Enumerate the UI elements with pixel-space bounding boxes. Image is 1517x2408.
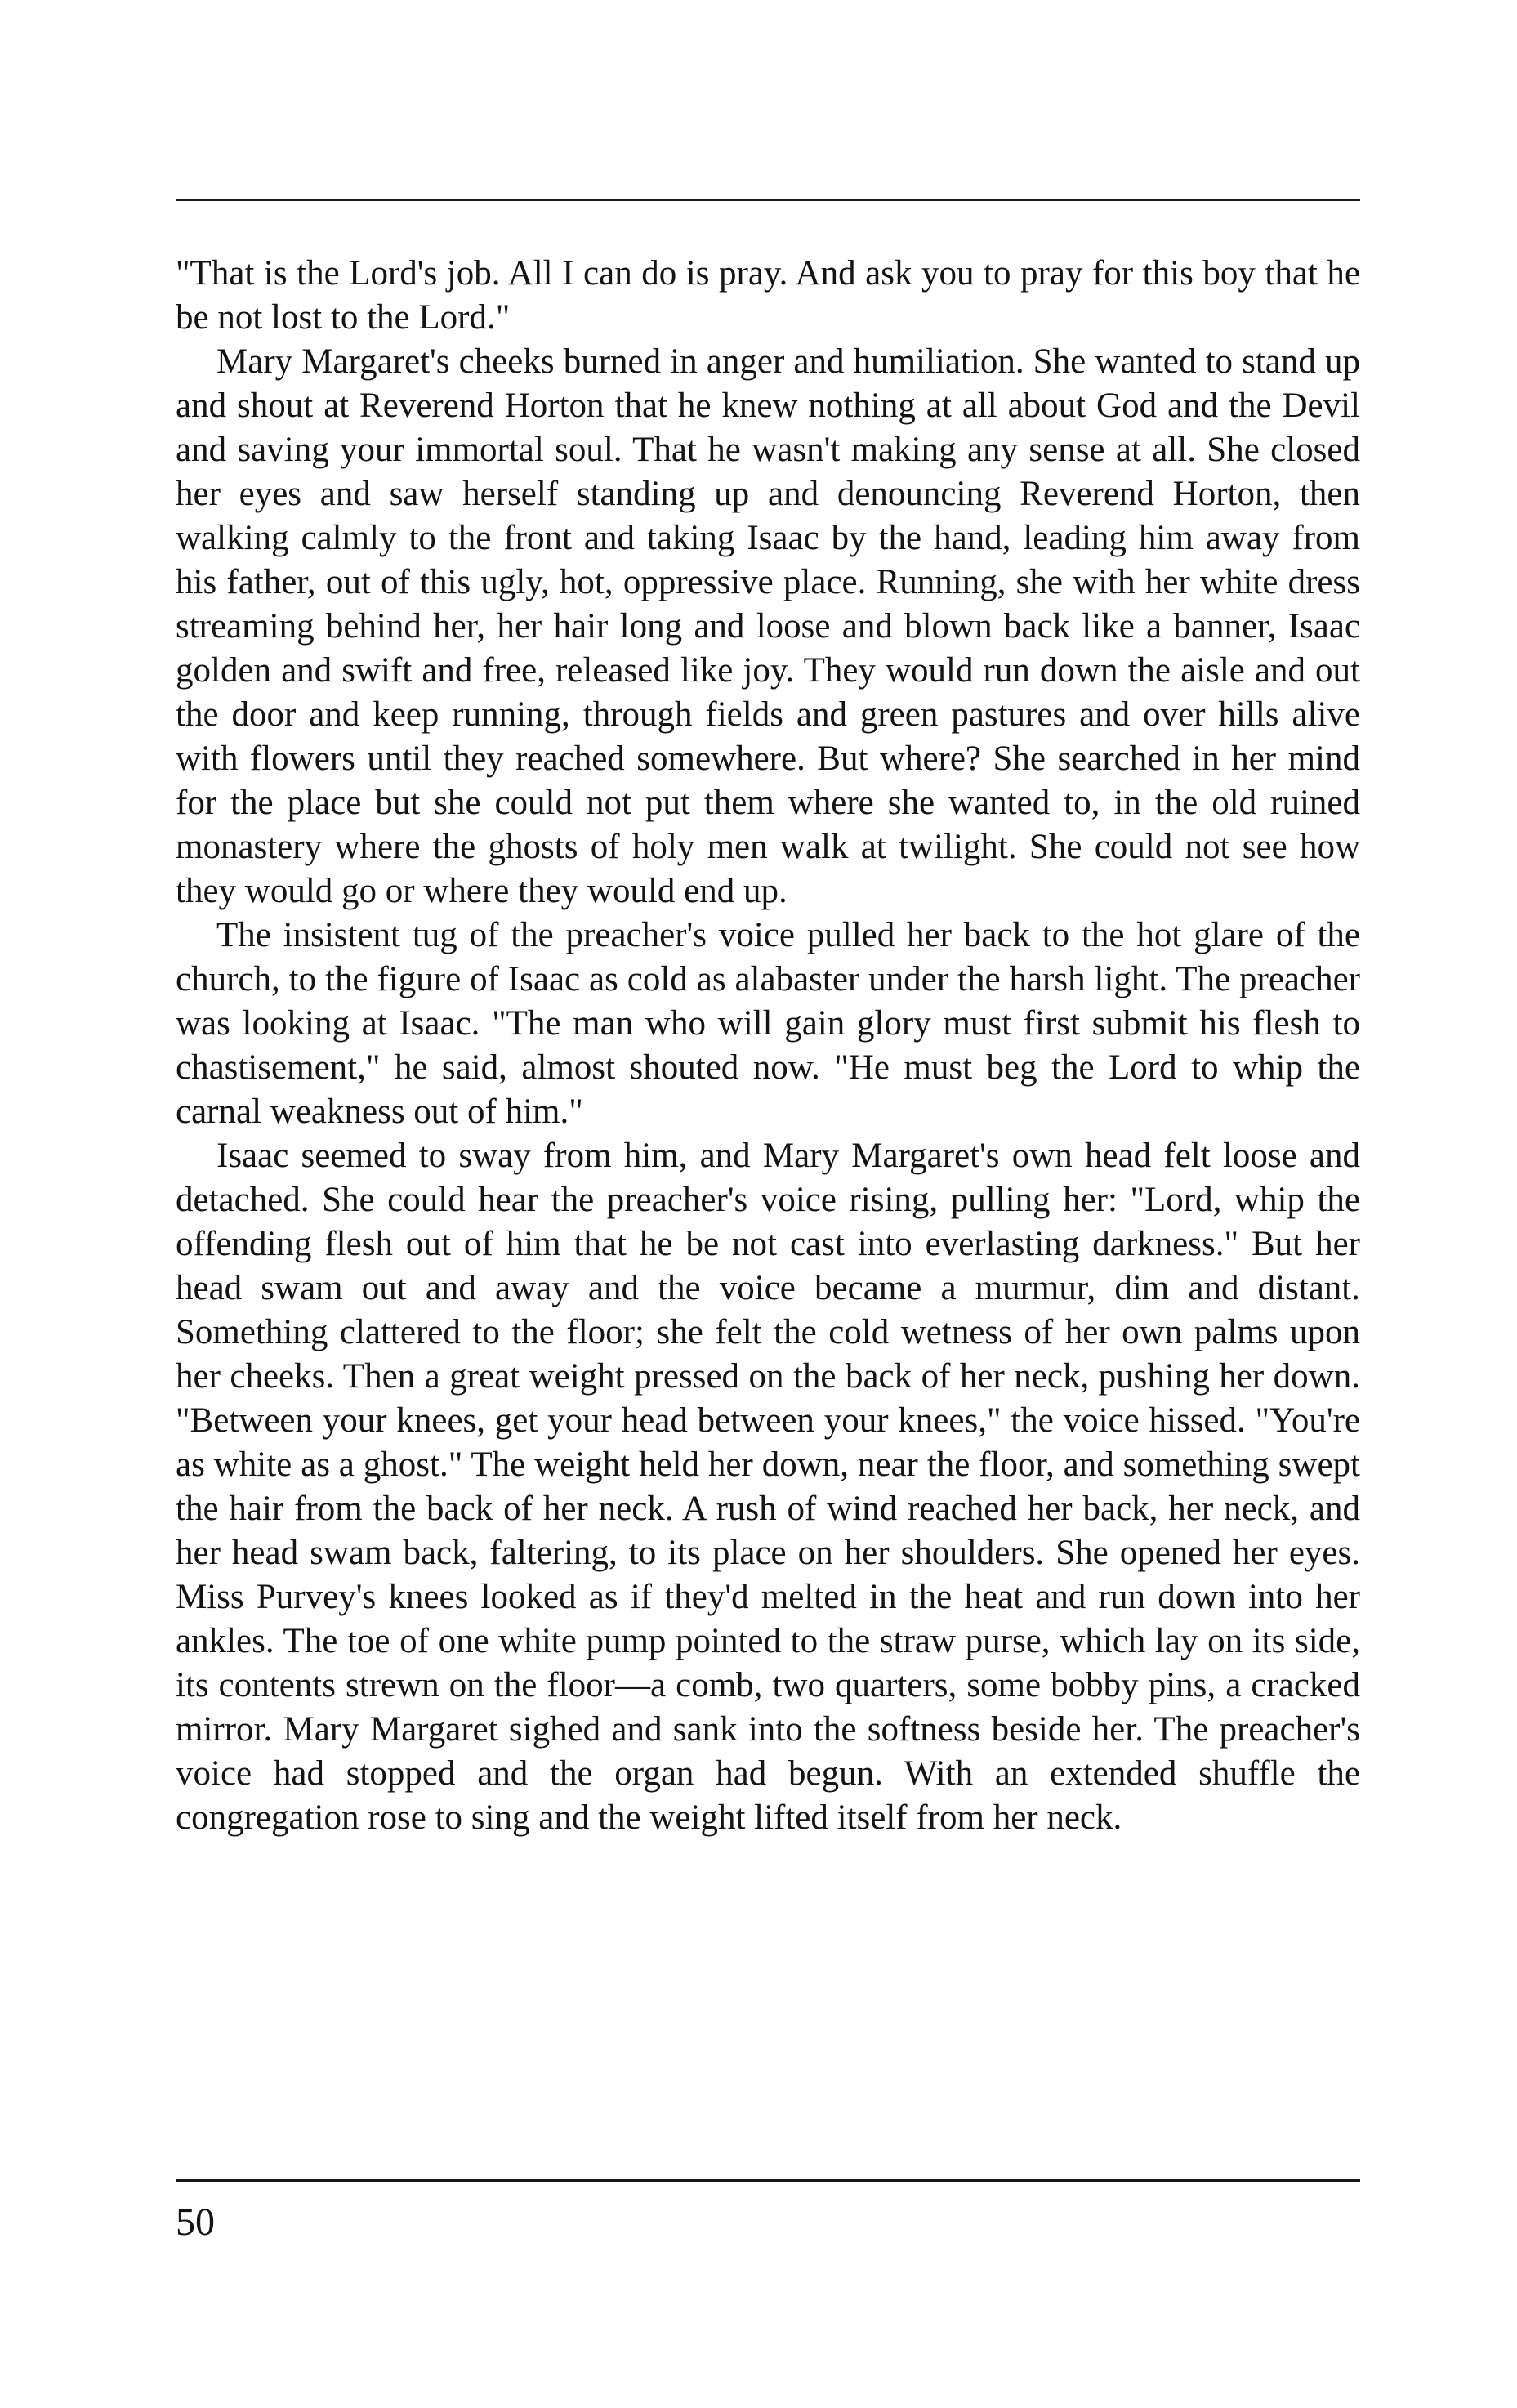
paragraph-4: Isaac seemed to sway from him, and Mary Margaret's own head felt loose and detached. She could hear the preacher's voice rising, pulling her: "Lord, whip the offending flesh out of him that he be not cast into everlasting darkness." But her head swam out and away and the voice became a murmur, dim and distant. Something clattered to the floor; she felt the cold wetness of her own palms upon her cheeks. Then a great weight pressed on the back of her neck, pushing her down. "Between your knees, get your head between your knees," the voice hissed. "You're as white as a ghost." The weight held her down, near the floor, and something swept the hair from the back of her neck. A rush of wind reached her back, her neck, and her head swam back, faltering, to its place on her shoulders. She opened her eyes. Miss Purvey's knees looked as if they'd melted in the heat and run down into her ankles. The toe of one white pump pointed to the straw purse, which lay on its side, its contents strewn on the floor—a comb, two quarters, some bobby pins, a cracked mirror. Mary Margaret sighed and sank into the softness beside her. The preacher's voice had stopped and the organ had begun. With an extended shuffle the congregation rose to sing and the weight lifted itself from her neck. [176, 1137, 1360, 1837]
body-text [176, 252, 1360, 1840]
footer-rule [176, 2179, 1360, 2182]
paragraph-1: "That is the Lord's job. All I can do is pray. And ask you to pray for this boy that he be not lost to the Lord." [176, 254, 1360, 337]
paragraph-2: Mary Margaret's cheeks burned in anger and humiliation. She wanted to stand up and shout at Reverend Horton that he knew nothing at all about God and the Devil and saving your immortal soul. That he wasn't making any sense at all. She closed her eyes and saw herself standing up and denouncing Reverend Horton, then walking calmly to the front and taking Isaac by the hand, leading him away from his father, out of this ugly, hot, oppressive place. Running, she with her white dress streaming behind her, her hair long and loose and blown back like a banner, Isaac golden and swift and free, released like joy. They would run down the aisle and out the door and keep running, through fields and green pastures and over hills alive with flowers until they reached somewhere. But where? She searched in her mind for the place but she could not put them where she wanted to, in the old ruined monastery where the ghosts of holy men walk at twilight. She could not see how they would go or where they would end up. [176, 342, 1360, 910]
paragraph-3: The insistent tug of the preacher's voice pulled her back to the hot glare of the church, to the figure of Isaac as cold as alabaster under the harsh light. The preacher was looking at Isaac. "The man who will gain glory must first submit his flesh to chastisement," he said, almost shouted now. "He must beg the Lord to whip the carnal weakness out of him." [176, 916, 1360, 1131]
header-rule [176, 199, 1360, 201]
page-number: 50 [176, 2200, 215, 2244]
